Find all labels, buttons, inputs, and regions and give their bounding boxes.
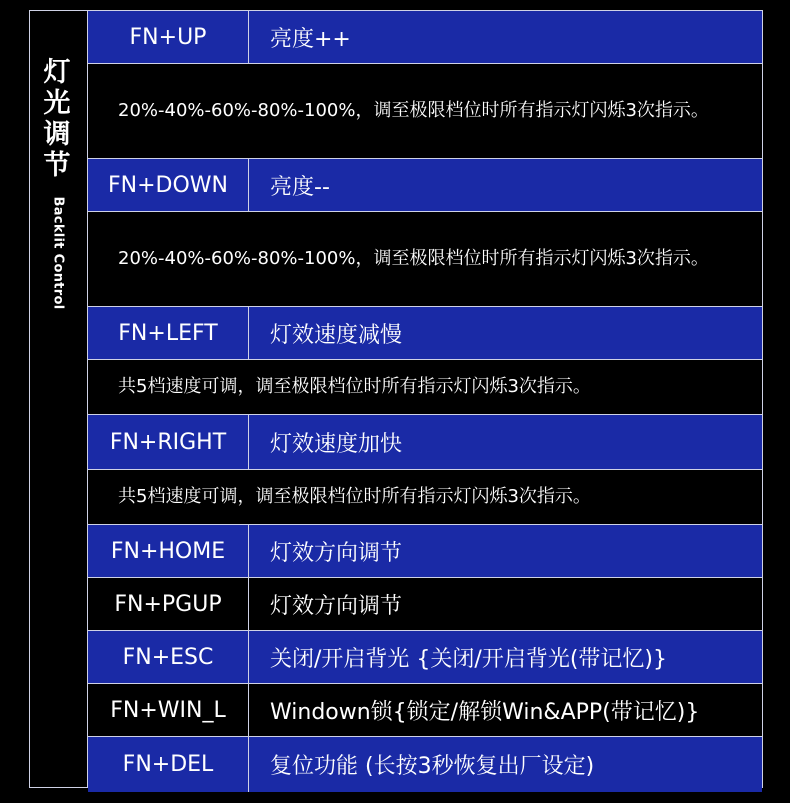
function-cell: 亮度++: [270, 26, 351, 52]
row-fn-down-desc: [88, 212, 762, 307]
row-fn-esc: [88, 631, 762, 684]
row-fn-up: [88, 11, 762, 64]
description-cell: 20%-40%-60%-80%-100%，调至极限档位时所有指示灯闪烁3次指示。: [118, 100, 709, 121]
key-cell: FN+RIGHT: [88, 415, 249, 469]
key-cell: FN+DOWN: [88, 159, 249, 211]
function-cell: 灯效方向调节: [270, 540, 403, 566]
row-fn-right: [88, 415, 762, 470]
row-fn-up-desc: [88, 64, 762, 159]
key-cell: FN+WIN_L: [88, 684, 249, 736]
row-fn-left-desc: [88, 360, 762, 415]
key-cell: FN+UP: [88, 11, 249, 63]
row-fn-win-l: [88, 684, 762, 737]
key-cell: FN+ESC: [88, 631, 249, 683]
row-fn-down: [88, 159, 762, 212]
backlit-control-table: [29, 10, 763, 788]
shortcut-rows: [88, 11, 762, 792]
row-fn-pgup: [88, 578, 762, 631]
key-cell: FN+PGUP: [88, 578, 249, 630]
key-cell: FN+HOME: [88, 525, 249, 577]
description-cell: 20%-40%-60%-80%-100%，调至极限档位时所有指示灯闪烁3次指示。: [118, 248, 709, 269]
side-title-panel: [30, 11, 88, 787]
function-cell: 灯效速度加快: [270, 431, 403, 457]
row-fn-del: [88, 737, 762, 792]
function-cell: 亮度--: [270, 174, 330, 200]
key-cell: FN+DEL: [88, 737, 249, 792]
description-cell: 共5档速度可调，调至极限档位时所有指示灯闪烁3次指示。: [118, 486, 591, 507]
side-title-cn: 灯光调节: [43, 57, 71, 181]
side-title-en: Backlit Control: [50, 196, 66, 310]
row-fn-home: [88, 525, 762, 578]
row-fn-left: [88, 307, 762, 360]
function-cell: 灯效速度减慢: [270, 322, 403, 348]
key-cell: FN+LEFT: [88, 307, 249, 359]
function-cell: 灯效方向调节: [270, 593, 403, 619]
function-cell: 关闭/开启背光 {关闭/开启背光(带记忆)}: [270, 646, 667, 672]
description-cell: 共5档速度可调，调至极限档位时所有指示灯闪烁3次指示。: [118, 376, 591, 397]
function-cell: Windown锁{锁定/解锁Win&APP(带记忆)}: [270, 699, 700, 725]
function-cell: 复位功能 (长按3秒恢复出厂设定): [270, 754, 595, 779]
row-fn-right-desc: [88, 470, 762, 525]
